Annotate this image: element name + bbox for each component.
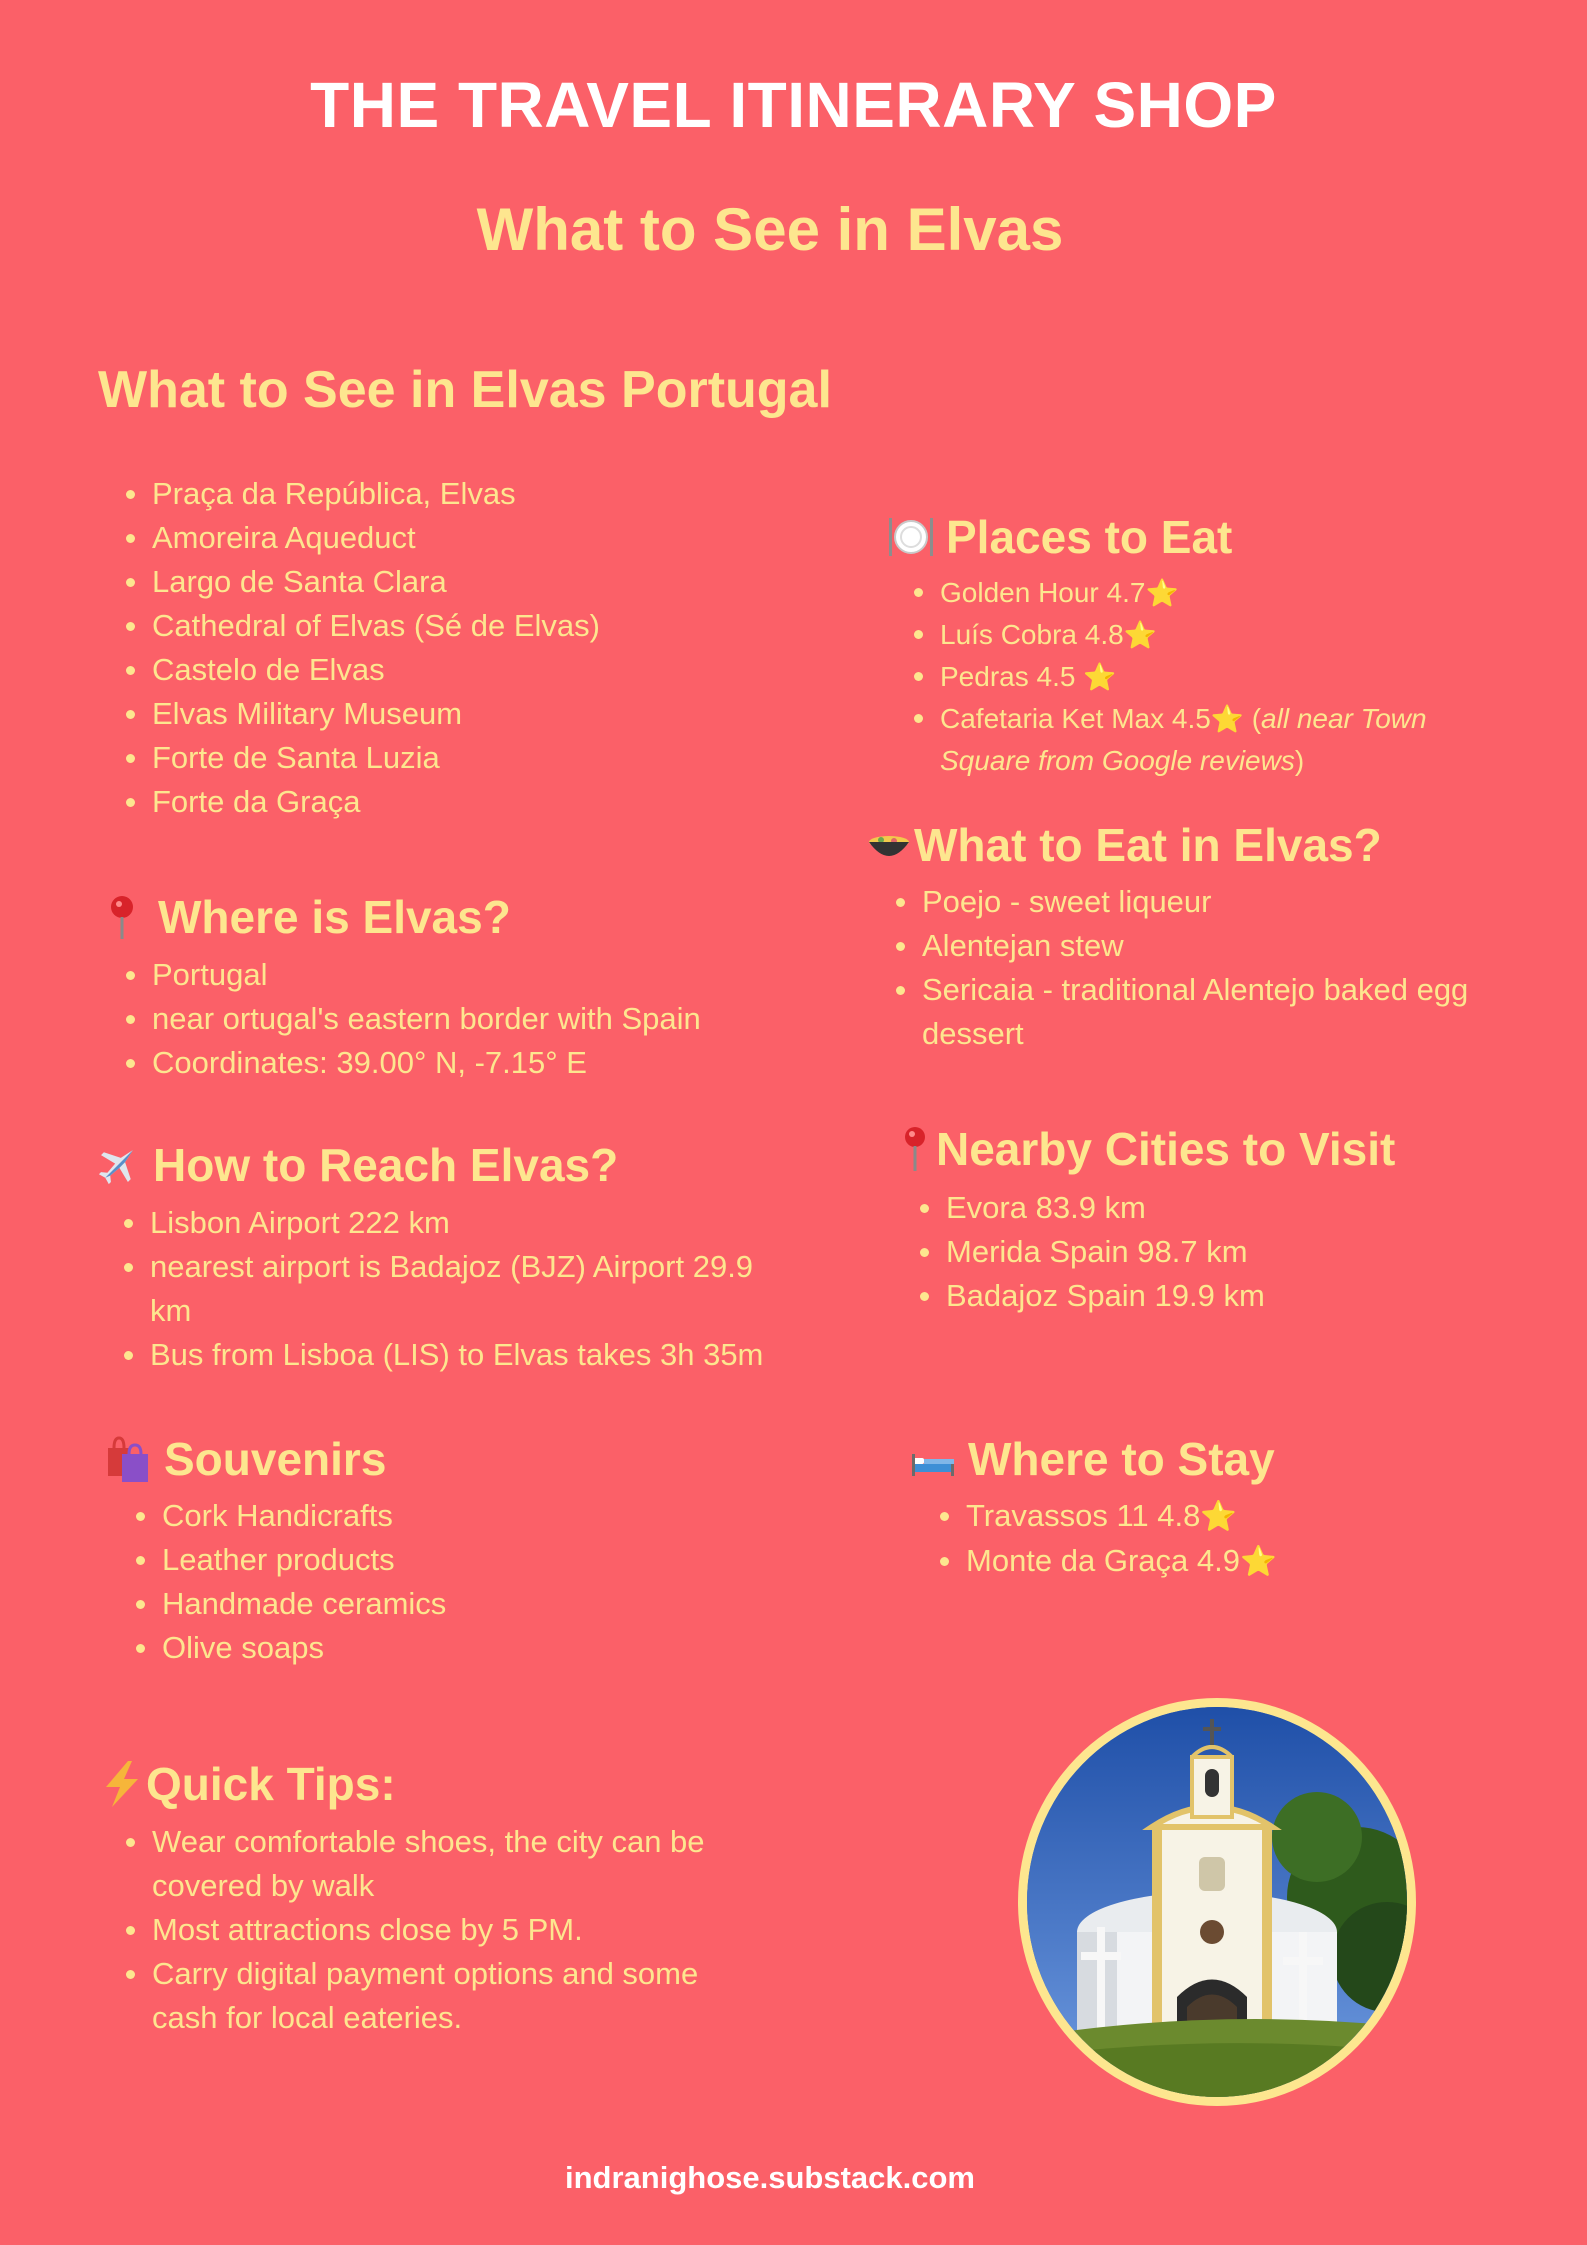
list-item: Largo de Santa Clara	[122, 560, 600, 604]
list-item: Travassos 11 4.8⭐	[936, 1494, 1277, 1539]
souvenirs-list	[132, 1494, 446, 1670]
where-heading-text: Where is Elvas?	[158, 891, 511, 943]
souvenirs-heading	[106, 1432, 386, 1486]
list-item: Monte da Graça 4.9⭐	[936, 1539, 1277, 1584]
reach-heading-text: How to Reach Elvas?	[153, 1139, 619, 1191]
reach-list	[120, 1201, 780, 1377]
list-item: Bus from Lisboa (LIS) to Elvas takes 3h 35m	[120, 1333, 780, 1377]
list-item: Handmade ceramics	[132, 1582, 446, 1626]
list-item: Badajoz Spain 19.9 km	[916, 1274, 1265, 1318]
shopping-bags-icon	[106, 1434, 152, 1484]
star-icon: ⭐	[1210, 704, 1244, 734]
stay-heading-text: Where to Stay	[968, 1433, 1275, 1485]
eat-what-list	[892, 880, 1542, 1056]
star-icon: ⭐	[1240, 1545, 1277, 1578]
list-item: Lisbon Airport 222 km	[120, 1201, 780, 1245]
food-bowl-icon	[866, 820, 912, 870]
footer-url[interactable]: indranighose.substack.com	[565, 2160, 975, 2195]
list-item: Amoreira Aqueduct	[122, 516, 600, 560]
tips-list	[122, 1820, 762, 2040]
list-item: Forte da Graça	[122, 780, 600, 824]
star-icon: ⭐	[1145, 578, 1179, 608]
document-title: What to See in Elvas	[476, 196, 1064, 263]
list-item: Alentejan stew	[892, 924, 1542, 968]
list-item: Olive soaps	[132, 1626, 446, 1670]
where-list	[122, 953, 701, 1085]
list-item: Most attractions close by 5 PM.	[122, 1908, 762, 1952]
list-item: Castelo de Elvas	[122, 648, 600, 692]
list-item: Cafetaria Ket Max 4.5⭐ (all near Town Square from Google reviews)	[910, 698, 1470, 781]
see-list	[122, 472, 600, 824]
eat-what-heading	[866, 818, 1382, 872]
star-icon: ⭐	[1200, 1500, 1237, 1533]
where-heading	[100, 890, 511, 944]
list-item: Wear comfortable shoes, the city can be covered by walk	[122, 1820, 762, 1908]
list-item: near ortugal's eastern border with Spain	[122, 997, 701, 1041]
airplane-icon	[95, 1140, 141, 1190]
souvenirs-heading-text: Souvenirs	[164, 1433, 387, 1485]
tips-heading-text: Quick Tips:	[146, 1758, 396, 1810]
list-item: Pedras 4.5 ⭐	[910, 656, 1470, 698]
list-item: Praça da República, Elvas	[122, 472, 600, 516]
stay-list	[936, 1494, 1277, 1584]
star-icon: ⭐	[1123, 620, 1157, 650]
list-item: Leather products	[132, 1538, 446, 1582]
lightning-icon	[98, 1759, 146, 1809]
nearby-list	[916, 1186, 1265, 1318]
nearby-heading	[898, 1122, 1395, 1176]
chapel-photo	[1018, 1698, 1416, 2106]
tips-heading	[98, 1757, 396, 1811]
plate-cutlery-icon	[888, 512, 934, 562]
eat-places-list	[910, 572, 1470, 781]
eat-what-heading-text: What to Eat in Elvas?	[914, 819, 1382, 871]
see-heading: What to See in Elvas Portugal	[98, 361, 832, 419]
eat-places-heading	[888, 510, 1232, 564]
list-item: Portugal	[122, 953, 701, 997]
list-item: Merida Spain 98.7 km	[916, 1230, 1265, 1274]
list-item: Coordinates: 39.00° N, -7.15° E	[122, 1041, 701, 1085]
shop-title: THE TRAVEL ITINERARY SHOP	[310, 69, 1277, 141]
star-icon: ⭐	[1083, 662, 1117, 692]
list-item: Poejo - sweet liqueur	[892, 880, 1542, 924]
list-item: Forte de Santa Luzia	[122, 736, 600, 780]
list-item: Sericaia - traditional Alentejo baked egg dessert	[892, 968, 1542, 1056]
list-item: Golden Hour 4.7⭐	[910, 572, 1470, 614]
list-item: Evora 83.9 km	[916, 1186, 1265, 1230]
stay-heading	[910, 1432, 1275, 1486]
list-item: nearest airport is Badajoz (BJZ) Airport 29.9 km	[120, 1245, 770, 1333]
list-item: Cathedral of Elvas (Sé de Elvas)	[122, 604, 600, 648]
list-item: Cork Handicrafts	[132, 1494, 446, 1538]
list-item: Carry digital payment options and some cash for local eateries.	[122, 1952, 762, 2040]
reach-heading	[95, 1138, 618, 1192]
pushpin-icon	[898, 1124, 932, 1174]
pushpin-icon	[100, 892, 146, 942]
bed-icon	[910, 1434, 956, 1484]
list-item: Luís Cobra 4.8⭐	[910, 614, 1470, 656]
nearby-heading-text: Nearby Cities to Visit	[936, 1123, 1396, 1175]
eat-places-heading-text: Places to Eat	[946, 511, 1233, 563]
list-item: Elvas Military Museum	[122, 692, 600, 736]
